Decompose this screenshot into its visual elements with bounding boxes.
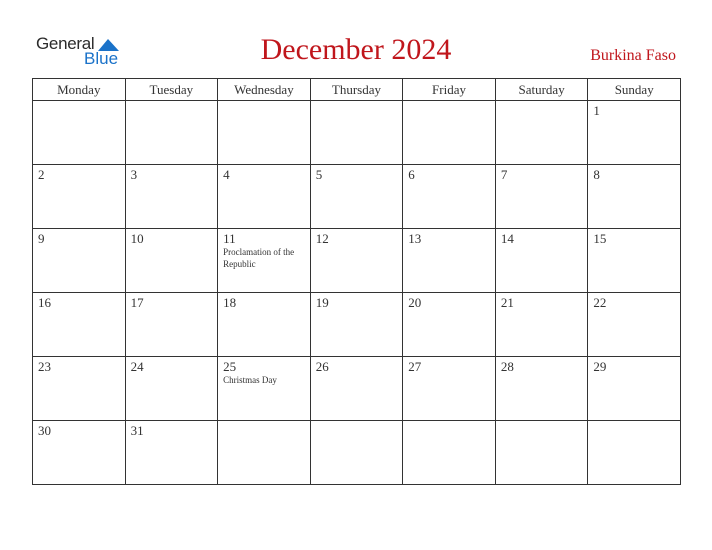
day-cell <box>403 101 496 165</box>
day-number: 18 <box>223 295 237 310</box>
day-cell <box>33 421 126 485</box>
week-row <box>33 293 681 357</box>
day-cell <box>588 421 681 485</box>
day-number: 5 <box>315 167 323 182</box>
day-number: 10 <box>130 231 144 246</box>
country-name: Burkina Faso <box>590 47 676 64</box>
day-cell <box>33 229 126 293</box>
week-row <box>33 101 681 165</box>
weekday-header: Wednesday <box>218 79 311 101</box>
day-number: 19 <box>315 295 329 310</box>
day-number: 22 <box>593 295 607 310</box>
day-cell <box>310 357 403 421</box>
day-cell <box>33 357 126 421</box>
day-number: 1 <box>593 103 600 118</box>
day-cell <box>588 101 681 165</box>
day-cell <box>310 421 403 485</box>
day-cell <box>125 421 218 485</box>
day-number: 13 <box>408 231 422 246</box>
day-cell <box>495 421 588 485</box>
weekday-header-row <box>33 79 681 101</box>
day-number: 4 <box>223 167 230 182</box>
day-number: 20 <box>408 295 422 310</box>
day-cell <box>495 357 588 421</box>
day-number: 26 <box>315 359 329 374</box>
day-number: 17 <box>130 295 144 310</box>
day-cell <box>125 357 218 421</box>
day-cell <box>310 293 403 357</box>
weekday-header: Monday <box>33 79 126 101</box>
day-number: 2 <box>38 167 45 182</box>
holiday-label: Proclamation of the Republic <box>223 247 295 269</box>
day-number: 3 <box>130 167 138 182</box>
day-cell <box>218 229 311 293</box>
day-cell <box>125 293 218 357</box>
day-cell <box>125 165 218 229</box>
week-row <box>33 357 681 421</box>
day-number: 8 <box>593 167 600 182</box>
day-cell <box>495 101 588 165</box>
weekday-header: Sunday <box>588 79 681 101</box>
day-cell <box>403 357 496 421</box>
holiday-label: Christmas Day <box>223 375 277 385</box>
day-cell <box>403 165 496 229</box>
day-cell <box>218 293 311 357</box>
day-cell <box>403 229 496 293</box>
day-number: 21 <box>500 295 514 310</box>
weekday-header: Thursday <box>310 79 403 101</box>
day-number: 11 <box>223 231 236 246</box>
day-cell <box>218 421 311 485</box>
day-cell <box>218 101 311 165</box>
calendar-title: December 2024 <box>260 33 452 66</box>
logo-text-blue: Blue <box>84 49 119 68</box>
weekday-header: Friday <box>403 79 496 101</box>
day-number: 31 <box>130 423 144 438</box>
week-row <box>33 229 681 293</box>
day-number: 25 <box>223 359 237 374</box>
day-number: 29 <box>593 359 607 374</box>
day-cell <box>218 357 311 421</box>
day-number: 7 <box>500 167 508 182</box>
day-cell <box>495 229 588 293</box>
day-cell <box>125 101 218 165</box>
day-number: 27 <box>408 359 422 374</box>
day-cell <box>33 165 126 229</box>
day-cell <box>33 293 126 357</box>
day-cell <box>588 165 681 229</box>
day-number: 30 <box>38 423 51 438</box>
day-cell <box>495 165 588 229</box>
day-number: 9 <box>38 231 45 246</box>
day-number: 16 <box>38 295 51 310</box>
weekday-header: Tuesday <box>125 79 218 101</box>
day-cell <box>495 293 588 357</box>
day-number: 14 <box>500 231 514 246</box>
calendar-grid <box>32 78 681 485</box>
week-row <box>33 165 681 229</box>
day-cell <box>310 101 403 165</box>
day-cell <box>310 165 403 229</box>
week-row <box>33 421 681 485</box>
day-cell <box>125 229 218 293</box>
day-cell <box>403 293 496 357</box>
weekday-header: Saturday <box>495 79 588 101</box>
day-cell <box>218 165 311 229</box>
logo-text-general: General <box>36 34 95 53</box>
day-number: 6 <box>408 167 415 182</box>
day-number: 15 <box>593 231 607 246</box>
day-number: 28 <box>500 359 514 374</box>
day-cell <box>588 357 681 421</box>
day-number: 23 <box>38 359 51 374</box>
day-cell <box>310 229 403 293</box>
day-cell <box>588 293 681 357</box>
day-cell <box>33 101 126 165</box>
day-cell <box>403 421 496 485</box>
day-number: 12 <box>315 231 329 246</box>
day-cell <box>588 229 681 293</box>
day-number: 24 <box>130 359 144 374</box>
